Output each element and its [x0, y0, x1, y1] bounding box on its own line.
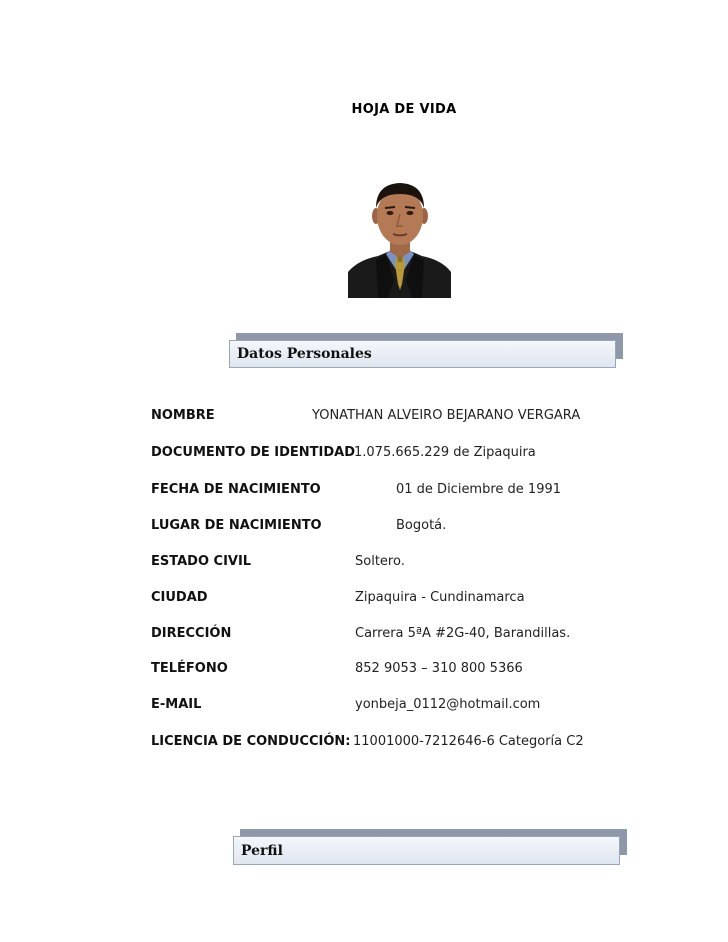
page-title: HOJA DE VIDA: [351, 102, 457, 117]
field-label: NOMBRE: [151, 408, 215, 423]
section-title-profile: Perfil: [233, 836, 620, 865]
field-value: Carrera 5ªA #2G-40, Barandillas.: [355, 626, 571, 641]
field-value: 1.075.665.229 de Zipaquira: [354, 445, 536, 460]
field-value: 852 9053 – 310 800 5366: [355, 661, 523, 676]
field-value: Zipaquira - Cundinamarca: [355, 590, 525, 605]
field-label: FECHA DE NACIMIENTO: [151, 482, 321, 497]
field-label: ESTADO CIVIL: [151, 554, 252, 569]
profile-photo: [348, 180, 451, 298]
field-value: yonbeja_0112@hotmail.com: [355, 697, 541, 712]
field-label: E-MAIL: [151, 697, 202, 712]
field-label: TELÉFONO: [151, 661, 228, 676]
field-value: YONATHAN ALVEIRO BEJARANO VERGARA: [312, 408, 581, 423]
section-title-personal: Datos Personales: [229, 340, 616, 368]
field-label: LUGAR DE NACIMIENTO: [151, 518, 322, 533]
field-value: Bogotá.: [396, 518, 447, 533]
field-label: DIRECCIÓN: [151, 626, 232, 641]
field-label: DOCUMENTO DE IDENTIDAD: [151, 445, 356, 460]
field-value: 11001000-7212646-6 Categoría C2: [353, 734, 584, 749]
field-label: LICENCIA DE CONDUCCIÓN:: [151, 734, 351, 749]
field-value: Soltero.: [355, 554, 405, 569]
field-label: CIUDAD: [151, 590, 208, 605]
field-value: 01 de Diciembre de 1991: [396, 482, 562, 497]
portrait-image: [348, 180, 451, 298]
